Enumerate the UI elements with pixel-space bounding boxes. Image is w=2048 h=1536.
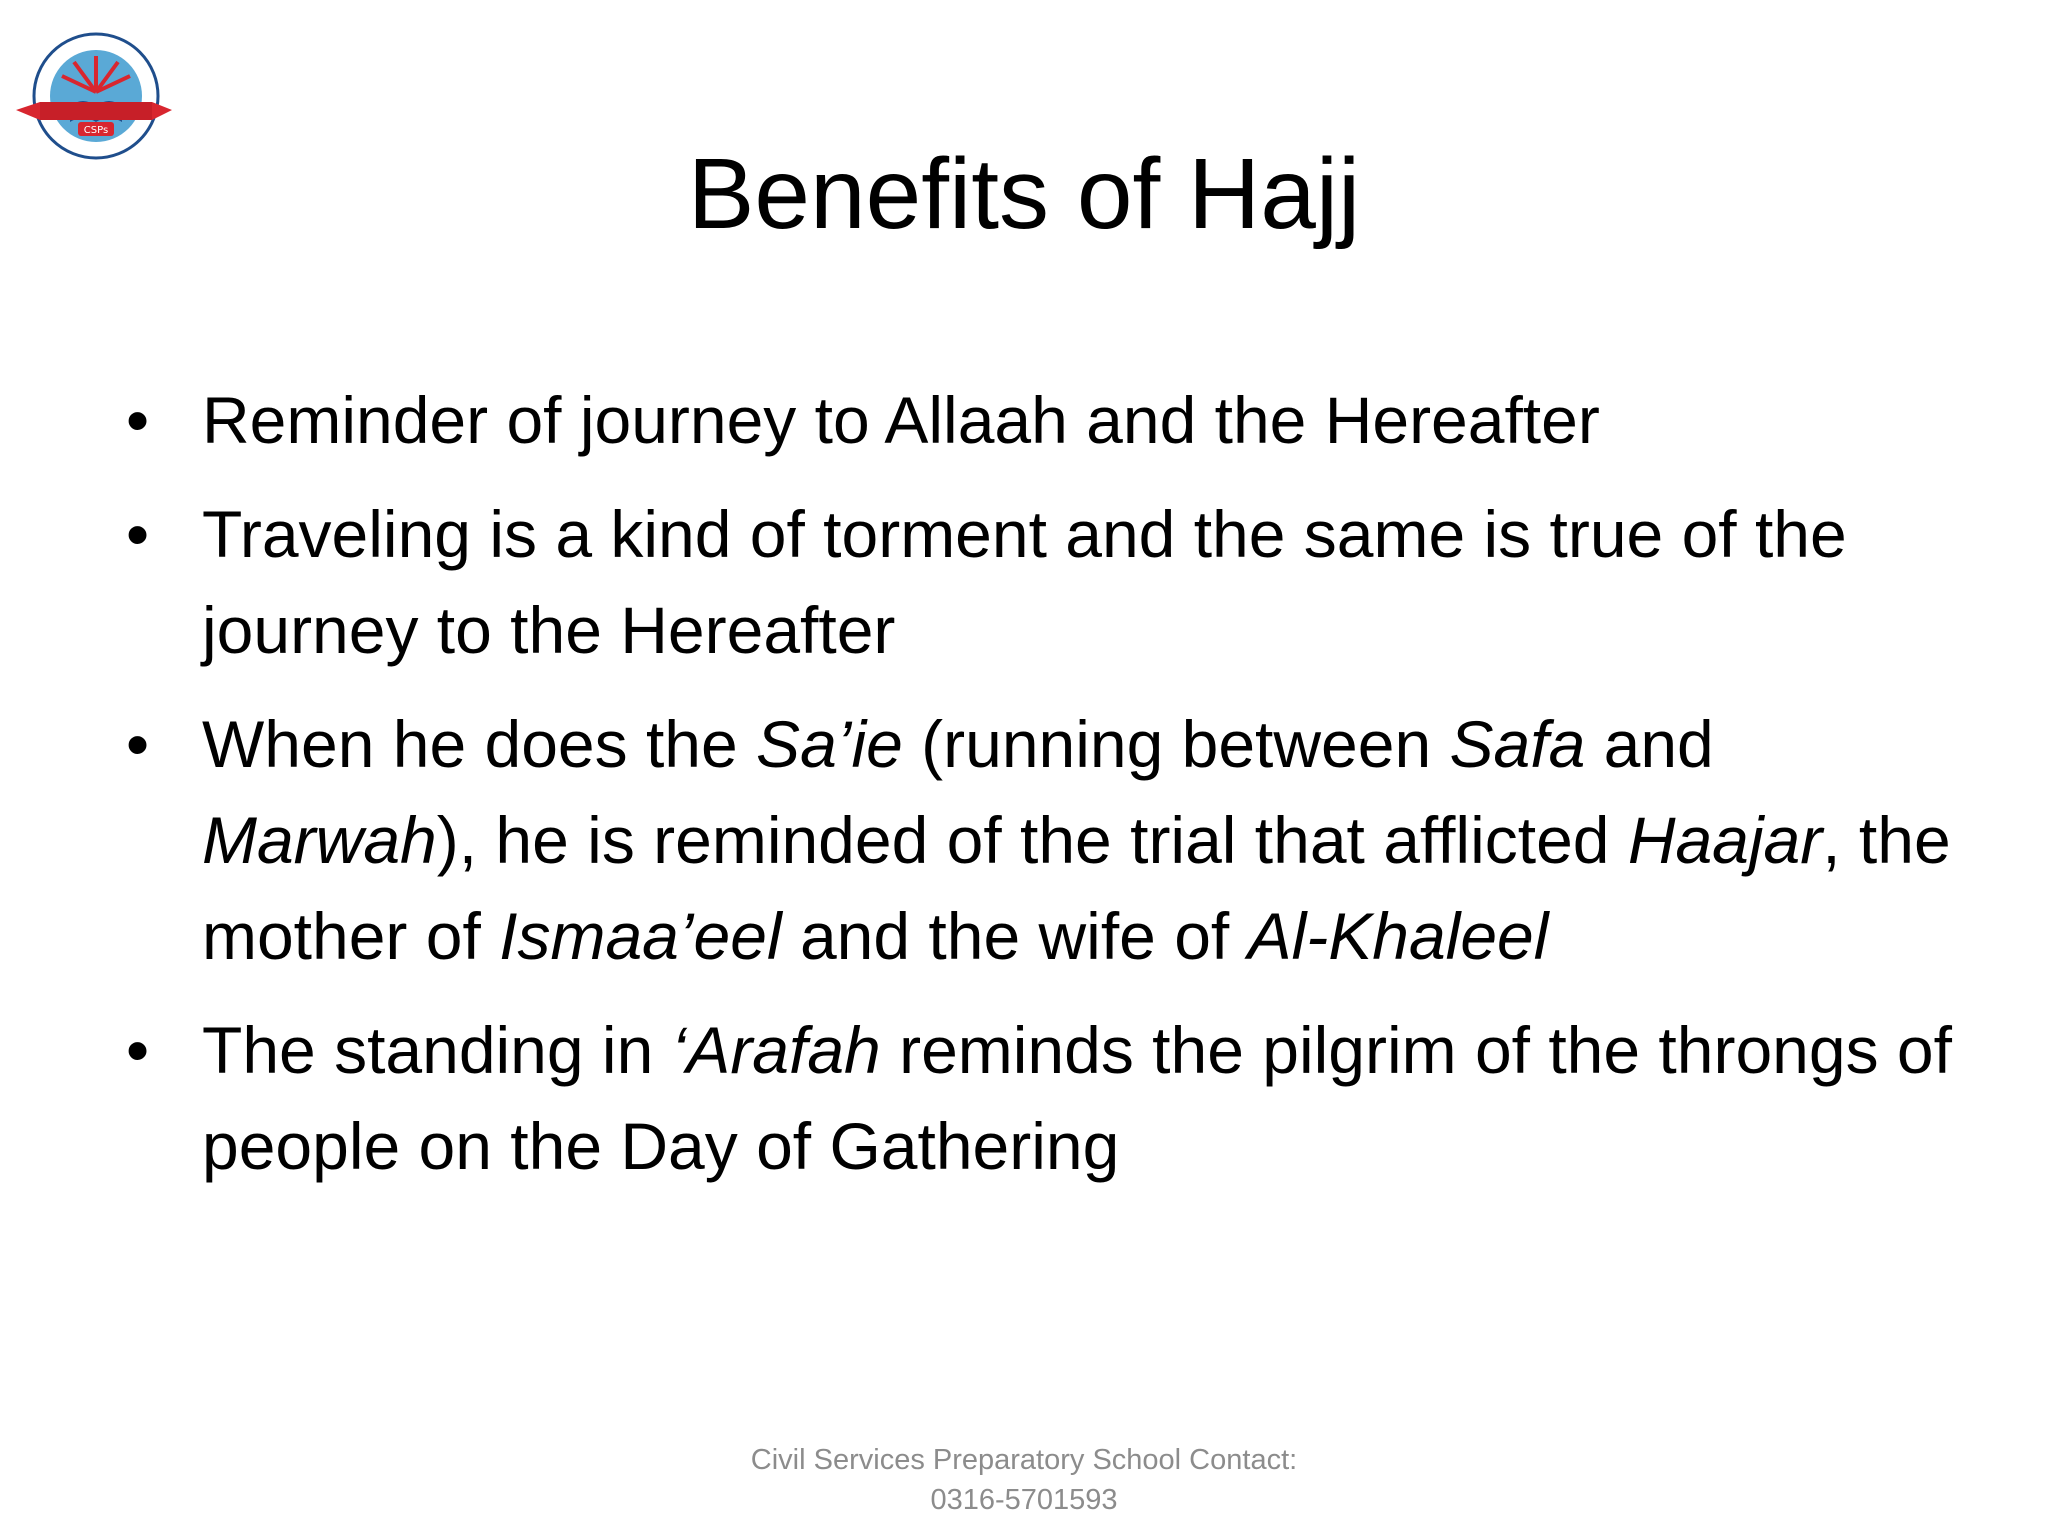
bullet-text: Traveling is a kind of torment and the same is true of the journey to the Hereafter — [202, 497, 1847, 667]
bullet-text-italic: Marwah — [202, 803, 437, 877]
bullet-text: and the wife of — [781, 899, 1248, 973]
logo-badge-text: CSPs — [83, 125, 109, 136]
bullet-text-italic: Haajar — [1627, 803, 1823, 877]
slide-title: Benefits of Hajj — [687, 138, 1361, 250]
bullet-dot-icon: • — [126, 707, 150, 781]
bullet-item — [120, 372, 1980, 468]
bullet-text: The standing in — [202, 1013, 672, 1087]
bullet-text-italic: Safa — [1449, 707, 1586, 781]
bullet-text-italic: Sa’ie — [756, 707, 903, 781]
bullet-text: , the mother of — [202, 803, 1951, 973]
bullet-item — [120, 1002, 1980, 1194]
bullet-dot-icon: • — [126, 383, 150, 457]
bullet-text-italic: ‘Arafah — [671, 1013, 881, 1087]
bullet-text: reminds the pilgrim of the throngs of people on the Day of Gathering — [202, 1013, 1952, 1183]
footer-contact-label: Civil Services Preparatory School Contact: — [750, 1444, 1298, 1476]
bullet-item — [120, 696, 1980, 984]
bullet-text: Reminder of journey to Allaah and the Hereafter — [202, 383, 1600, 457]
slide-footer — [0, 1440, 2048, 1520]
bullet-text: ), he is reminded of the trial that afflicted — [436, 803, 1628, 877]
footer-phone-number: 0316-5701593 — [930, 1484, 1118, 1516]
bullet-dot-icon: • — [126, 1013, 150, 1087]
bullet-item — [120, 486, 1980, 678]
bullet-text: When he does the — [202, 707, 757, 781]
bullet-text-italic: Ismaa’eel — [499, 899, 782, 973]
bullet-text: and — [1585, 707, 1714, 781]
bullet-dot-icon: • — [126, 497, 150, 571]
bullet-list — [120, 372, 1980, 1212]
bullet-text: (running between — [902, 707, 1450, 781]
bullet-text-italic: Al-Khaleel — [1247, 899, 1549, 973]
